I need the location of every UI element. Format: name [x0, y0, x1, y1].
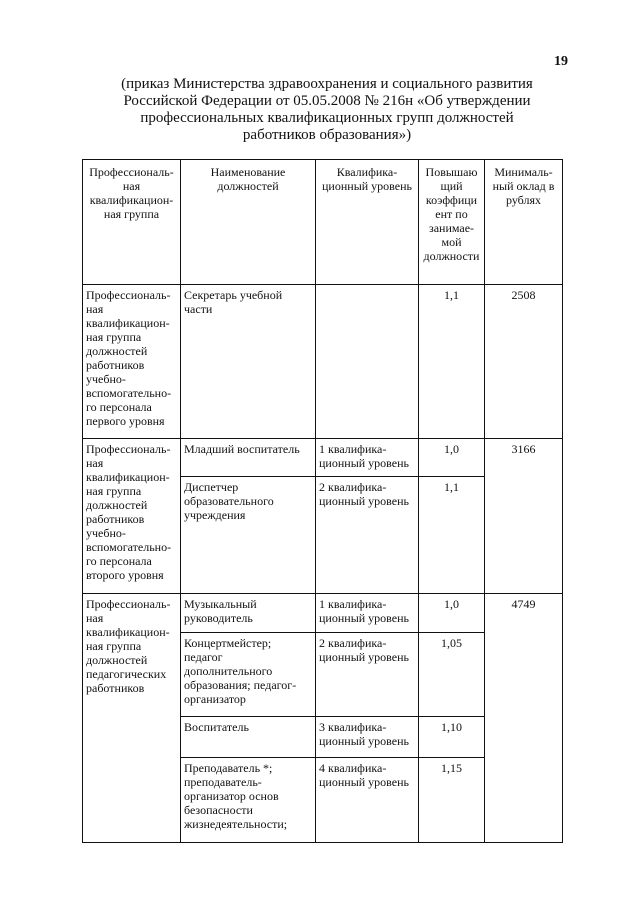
position-name: Секретарь учебной части	[181, 285, 316, 439]
coefficient: 1,05	[419, 633, 485, 717]
group-name: Профессиональ-ная квалификацион-ная группа должностей работников учебно-вспомогательно-го персонала второго уровня	[83, 439, 181, 594]
table-row	[83, 285, 563, 439]
table-header-row	[83, 160, 563, 285]
position-name: Концертмейстер; педагог дополнительного образования; педагог-организатор	[181, 633, 316, 717]
qualification-level: 4 квалифика-ционный уровень	[316, 758, 419, 843]
qualification-level: 3 квалифика-ционный уровень	[316, 717, 419, 758]
coefficient: 1,1	[419, 477, 485, 594]
coefficient: 1,10	[419, 717, 485, 758]
position-name: Младший воспитатель	[181, 439, 316, 477]
header-position: Наименование должностей	[181, 160, 316, 285]
qualification-level: 1 квалифика-ционный уровень	[316, 594, 419, 633]
qualification-level: 2 квалифика-ционный уровень	[316, 633, 419, 717]
page-number: 19	[554, 54, 568, 69]
title-line: профессиональных квалификационных групп должностей	[140, 110, 514, 126]
table-row	[83, 594, 563, 633]
coefficient: 1,15	[419, 758, 485, 843]
salary: 3166	[485, 439, 563, 594]
table-row	[83, 439, 563, 477]
coefficient: 1,1	[419, 285, 485, 439]
group-name: Профессиональ-ная квалификацион-ная группа должностей педагогических работников	[83, 594, 181, 843]
qualification-level: 2 квалифика-ционный уровень	[316, 477, 419, 594]
position-name: Преподаватель *; преподаватель-организатор основ безопасности жизнедеятельности;	[181, 758, 316, 843]
salary: 2508	[485, 285, 563, 439]
header-salary: Минималь-ный оклад в рублях	[485, 160, 563, 285]
position-name: Воспитатель	[181, 717, 316, 758]
coefficient: 1,0	[419, 439, 485, 477]
qualification-table	[82, 159, 563, 843]
salary: 4749	[485, 594, 563, 843]
title-line: (приказ Министерства здравоохранения и социального развития	[121, 76, 533, 92]
title-line: Российской Федерации от 05.05.2008 № 216н «Об утверждении	[123, 93, 531, 109]
coefficient: 1,0	[419, 594, 485, 633]
group-name: Профессиональ-ная квалификацион-ная группа должностей работников учебно-вспомогательно-го персонала первого уровня	[83, 285, 181, 439]
qualification-level: 1 квалифика-ционный уровень	[316, 439, 419, 477]
position-name: Диспетчер образовательного учреждения	[181, 477, 316, 594]
header-level: Квалифика-ционный уровень	[316, 160, 419, 285]
position-name: Музыкальный руководитель	[181, 594, 316, 633]
header-coefficient: Повышаю щий коэффици ент по занимае-мой должности	[419, 160, 485, 285]
header-group: Профессиональ-ная квалификацион-ная группа	[83, 160, 181, 285]
document-title	[112, 76, 542, 144]
title-line: работников образования»)	[242, 127, 412, 143]
qualification-level	[316, 285, 419, 439]
